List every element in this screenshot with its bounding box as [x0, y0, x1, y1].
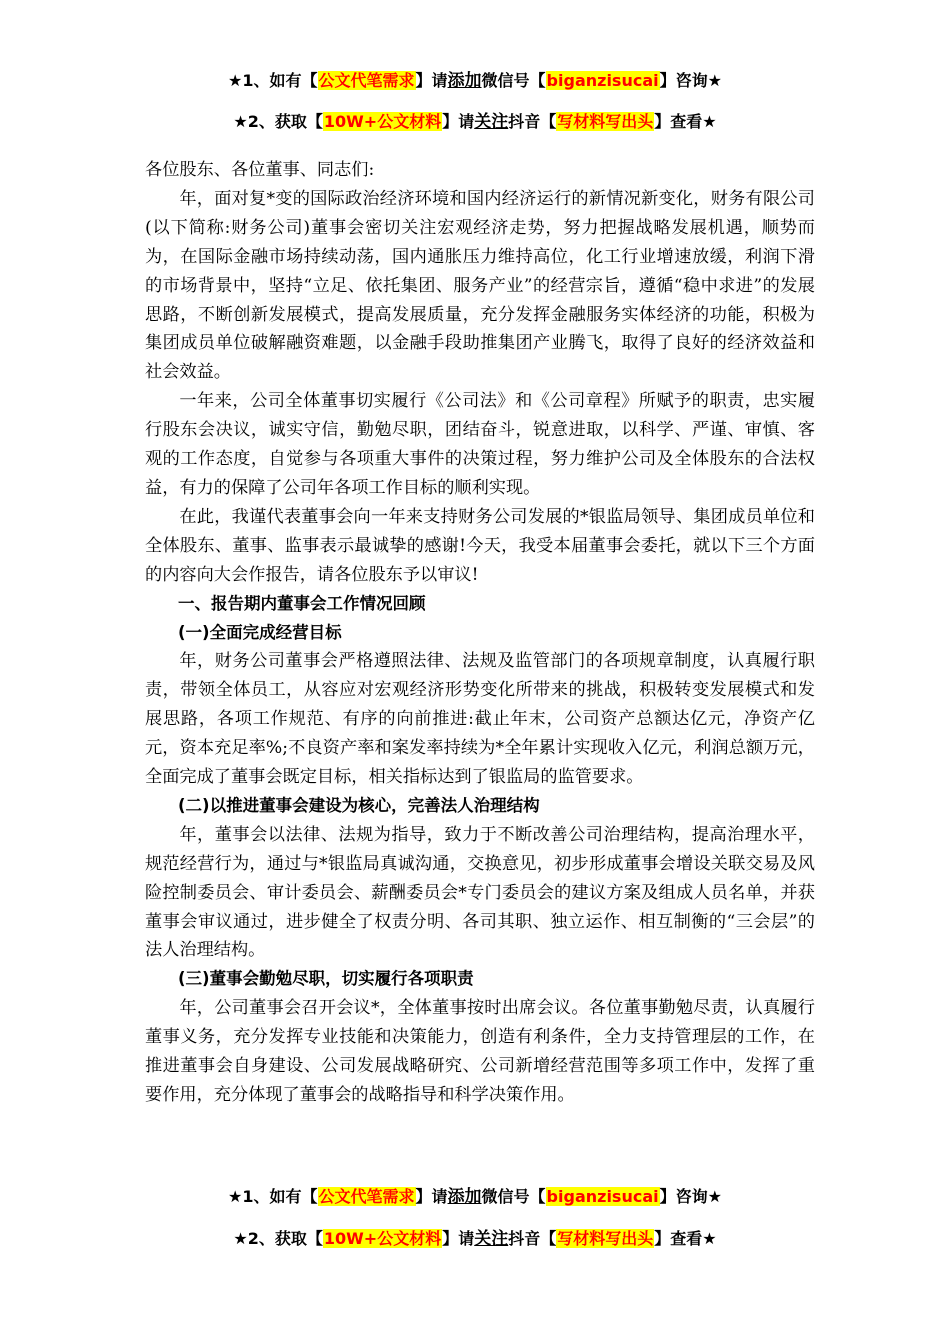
underlined-text: 关注: [474, 1229, 509, 1249]
banner-text: 】请: [415, 71, 448, 90]
highlight-tag: 公文代笔需求: [318, 1187, 415, 1206]
paragraph: 在此，我谨代表董事会向一年来支持财务公司发展的*银监局领导、集团成员单位和全体股东、董事、监事表示最诚挚的感谢!今天，我受本届董事会委托，就以下三个方面的内容向大会作报告，请各位股东予以审议!: [145, 506, 815, 585]
banner-text: 微信号【: [481, 1187, 546, 1206]
promo-banner-bottom-1: [0, 1187, 950, 1207]
wechat-id-highlight: biganzisucai: [546, 71, 659, 90]
paragraph: 年，面对复*变的国际政治经济环境和国内经济运行的新情况新变化，财务有限公司(以下简称:财务公司)董事会密切关注宏观经济走势，努力把握战略发展机遇，顺势而为，在国际金融市场持续动荡，国内通胀压力维持高位，化工行业增速放缓，利润下滑的市场背景中，坚持“立足、依托集团、服务产业”的经营宗旨，遵循“稳中求进”的发展思路，不断创新发展模式，提高发展质量，充分发挥金融服务实体经济的功能，积极为集团成员单位破解融资难题，以金融手段助推集团产业腾飞，取得了良好的经济效益和社会效益。: [145, 188, 815, 383]
highlight-tag: 10W+公文材料: [323, 1229, 442, 1248]
promo-banner-bottom-2: [0, 1229, 950, 1249]
highlight-tag: 公文代笔需求: [318, 71, 415, 90]
banner-text: 抖音【: [508, 112, 557, 131]
banner-text: 】咨询★: [659, 1187, 722, 1206]
paragraph: 年，董事会以法律、法规为指导，致力于不断改善公司治理结构，提高治理水平，规范经营行为，通过与*银监局真诚沟通，交换意见，初步形成董事会增设关联交易及风险控制委员会、审计委员会、薪酬委员会*专门委员会的建议方案及组成人员名单，并获董事会审议通过，进步健全了权责分明、各司其职、独立运作、相互制衡的“三会层”的法人治理结构。: [145, 824, 815, 961]
banner-text: ★2、获取【: [233, 1229, 323, 1248]
banner-text: 】咨询★: [659, 71, 722, 90]
banner-text: 】查看★: [654, 112, 717, 131]
promo-banner-top-2: [0, 112, 950, 132]
banner-text: 抖音【: [508, 1229, 557, 1248]
banner-text: 】查看★: [654, 1229, 717, 1248]
section-heading: 一、报告期内董事会工作情况回顾: [178, 593, 426, 613]
banner-text: 】请: [415, 1187, 448, 1206]
subsection-heading: (一)全面完成经营目标: [178, 622, 342, 642]
banner-text: 微信号【: [481, 71, 546, 90]
underlined-text: 添加: [447, 1187, 482, 1207]
banner-text: ★2、获取【: [233, 112, 323, 131]
douyin-id-highlight: 写材料写出头: [557, 112, 654, 131]
banner-text: 】请: [442, 112, 475, 131]
paragraph: 年，财务公司董事会严格遵照法律、法规及监管部门的各项规章制度，认真履行职责，带领全体员工，从容应对宏观经济形势变化所带来的挑战，积极转变发展模式和发展思路，各项工作规范、有序的向前推进:截止年末，公司资产总额达亿元，净资产亿元，资本充足率%;不良资产率和案发率持续为*全年累计实现收入亿元，利润总额万元，全面完成了董事会既定目标，相关指标达到了银监局的监管要求。: [145, 651, 815, 788]
douyin-id-highlight: 写材料写出头: [557, 1229, 654, 1248]
highlight-tag: 10W+公文材料: [323, 112, 442, 131]
paragraph: 一年来，公司全体董事切实履行《公司法》和《公司章程》所赋予的职责，忠实履行股东会决议，诚实守信，勤勉尽职，团结奋斗，锐意进取，以科学、严谨、审慎、客观的工作态度，自觉参与各项重大事件的决策过程，努力维护公司及全体股东的合法权益，有力的保障了公司年各项工作目标的顺利实现。: [145, 391, 815, 498]
promo-banner-top-1: [0, 71, 950, 91]
subsection-heading: (二)以推进董事会建设为核心，完善法人治理结构: [178, 795, 540, 815]
wechat-id-highlight: biganzisucai: [546, 1187, 659, 1206]
banner-text: ★1、如有【: [228, 1187, 318, 1206]
salutation: 各位股东、各位董事、同志们:: [145, 160, 375, 180]
underlined-text: 关注: [474, 112, 509, 132]
underlined-text: 添加: [447, 71, 482, 91]
banner-text: 】请: [442, 1229, 475, 1248]
subsection-heading: (三)董事会勤勉尽职，切实履行各项职责: [178, 969, 474, 989]
paragraph: 年，公司董事会召开会议*，全体董事按时出席会议。各位董事勤勉尽责，认真履行董事义务，充分发挥专业技能和决策能力，创造有利条件，全力支持管理层的工作，在推进董事会自身建设、公司发展战略研究、公司新增经营范围等多项工作中，发挥了重要作用，充分体现了董事会的战略指导和科学决策作用。: [145, 998, 815, 1105]
banner-text: ★1、如有【: [228, 71, 318, 90]
document-body: [145, 156, 815, 1110]
